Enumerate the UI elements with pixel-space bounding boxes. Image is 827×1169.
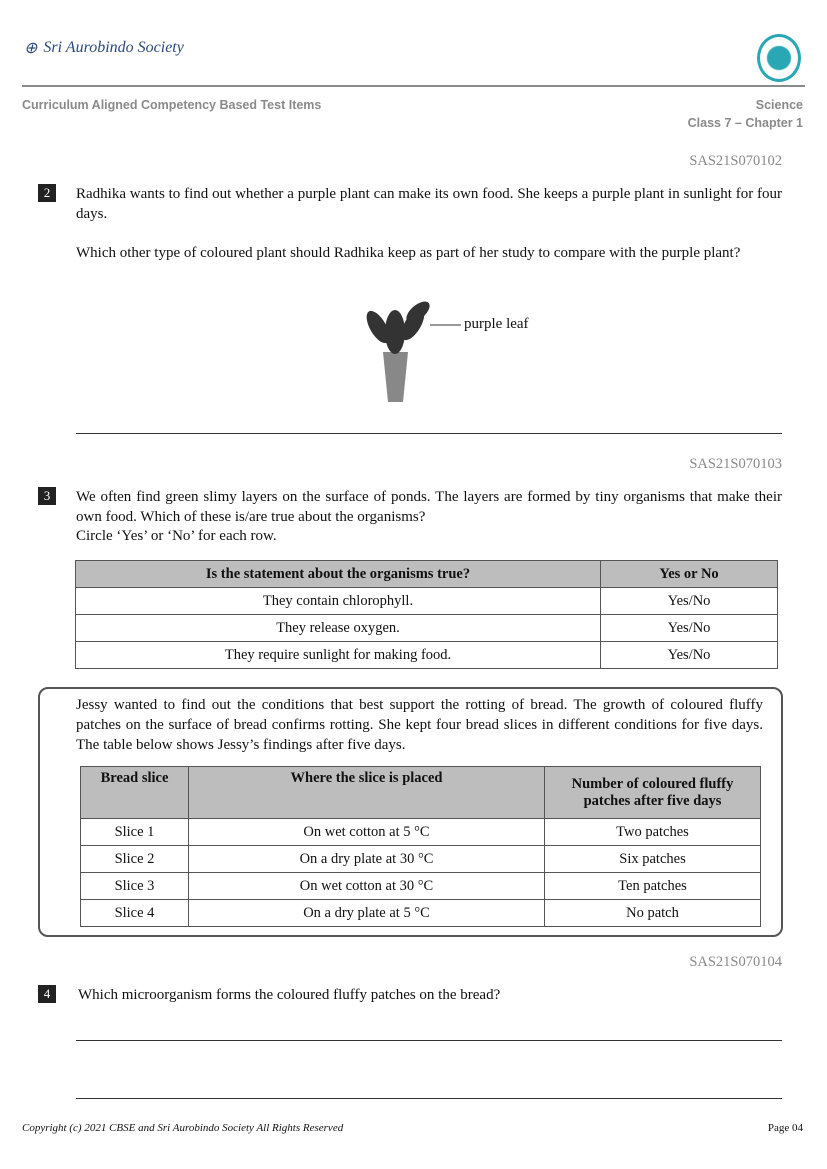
copyright: Copyright (c) 2021 CBSE and Sri Aurobindo Society All Rights Reserved [22,1122,344,1134]
cell: Six patches [545,846,761,873]
header-divider [22,85,805,87]
cell: On wet cotton at 5 °C [189,819,545,846]
yes-no-choice[interactable]: Yes/No [601,642,778,669]
header-cell: Is the statement about the organisms true? [76,561,601,588]
answer-line[interactable] [76,1040,782,1041]
question-text: We often find green slimy layers on the surface of ponds. The layers are formed by tiny organisms that make their own food. Which of these is/are true about the organisms? [76,489,782,525]
statement: They require sunlight for making food. [76,642,601,669]
statement: They release oxygen. [76,615,601,642]
cell: Two patches [545,819,761,846]
question-text: Which other type of coloured plant should Radhika keep as part of her study to compare with the purple plant? [76,245,741,261]
question-code: SAS21S070103 [689,456,782,472]
table-row [76,588,778,615]
cbse-seal-icon [757,34,801,82]
cell: Slice 2 [81,846,189,873]
bread-table [80,766,761,927]
yes-no-choice[interactable]: Yes/No [601,615,778,642]
doc-series-title: Curriculum Aligned Competency Based Test Items [22,98,322,112]
page-number: Page 04 [767,1122,803,1134]
cell: Ten patches [545,873,761,900]
cell: Slice 3 [81,873,189,900]
organisms-table [75,560,778,669]
question-text: Radhika wants to find out whether a purple plant can make its own food. She keeps a purple plant in sunlight for four days. [76,186,782,222]
question-number: 4 [38,985,56,1003]
answer-line[interactable] [76,1098,782,1099]
question-code: SAS21S070104 [689,954,782,970]
question-text: Which microorganism forms the coloured fluffy patches on the bread? [78,987,501,1003]
table-row [76,642,778,669]
header-cell: Number of coloured fluffy patches after five days [545,767,761,819]
table-row [81,873,761,900]
globe-icon: ⊕ [24,40,38,57]
table-row [76,615,778,642]
table-row [81,900,761,927]
header-cell: Yes or No [601,561,778,588]
sri-aurobindo-logo [24,38,184,58]
question-number: 3 [38,487,56,505]
plant-image [358,292,488,404]
instruction: Circle ‘Yes’ or ‘No’ for each row. [76,528,277,544]
statement: They contain chlorophyll. [76,588,601,615]
cell: On a dry plate at 5 °C [189,900,545,927]
question-number: 2 [38,184,56,202]
question-code: SAS21S070102 [689,153,782,169]
image-label: purple leaf [464,316,529,332]
subject: Science [755,98,803,112]
cell: On a dry plate at 30 °C [189,846,545,873]
table-row [81,819,761,846]
yes-no-choice[interactable]: Yes/No [601,588,778,615]
passage-text: Jessy wanted to find out the conditions that best support the rotting of bread. The growth of coloured fluffy patches on the surface of bread confirms rotting. She kept four bread slices in different conditions for five days. The table below shows Jessy’s findings after five days. [76,697,763,753]
answer-line[interactable] [76,433,782,434]
header-cell: Where the slice is placed [189,767,545,819]
logo-text: Sri Aurobindo Society [43,39,184,56]
class-chapter: Class 7 – Chapter 1 [687,116,803,130]
cell: No patch [545,900,761,927]
table-row [81,846,761,873]
cell: On wet cotton at 30 °C [189,873,545,900]
cell: Slice 4 [81,900,189,927]
cell: Slice 1 [81,819,189,846]
header-cell: Bread slice [81,767,189,819]
